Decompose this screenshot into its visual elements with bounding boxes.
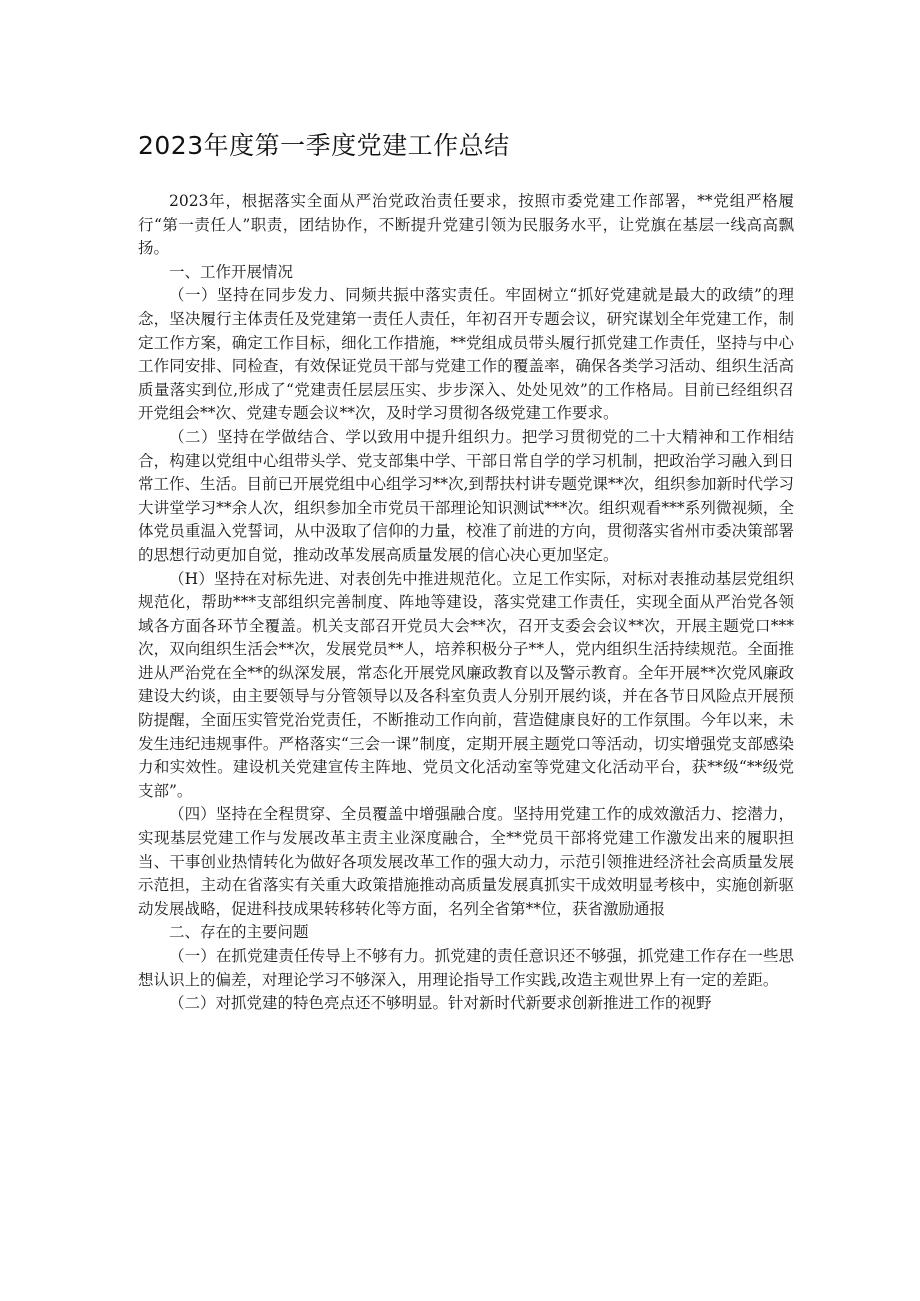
section-1-item-3: （H）坚持在对标先进、对表创先中推进规范化。立足工作实际，对标对表推动基层党组织规范化，帮助***支部组织完善制度、阵地等建设，落实党建工作责任，实现全面从严治党各领域各方面各环节全覆盖。机关支部召开党员大会**次，召开支委会会议**次，开展主题党口***次，双向组织生活会**次，发展党员**人，培养积极分子**人，党内组织生活持续规范。全面推进从严治党在全**的纵深发展，常态化开展党风廉政教育以及警示教育。全年开展**次党风廉政建设大约谈，由主要领导与分管领导以及各科室负责人分别开展约谈，并在各节日风险点开展预防提醒，全面压实管党治党责任，不断推动工作向前，营造健康良好的工作氛围。今年以来，未发生违纪违规事件。严格落实“三会一课”制度，定期开展主题党口等活动，切实增强党支部感染力和实效性。建设机关党建宣传主阵地、党员文化活动室等党建文化活动平台，获**级“**级党支部”。: [138, 569, 794, 800]
section-1-item-1: （一）坚持在同步发力、同频共振中落实责任。牢固树立“抓好党建就是最大的政绩”的理念，坚决履行主体责任及党建第一责任人责任，年初召开专题会议，研究谋划全年党建工作，制定工作方案，确定工作目标，细化工作措施，**党组成员带头履行抓党建工作责任，坚持与中心工作同安排、同检查，有效保证党员干部与党建工作的覆盖率，确保各类学习活动、组织生活高质量落实到位,形成了“党建责任层层压实、步步深入、处处见效”的工作格局。目前已经组织召开党组会**次、党建专题会议**次，及时学习贯彻各级党建工作要求。: [138, 286, 794, 423]
document-title: 2023年度第一季度党建工作总结: [138, 131, 510, 160]
section-1-heading: 一、工作开展情况: [169, 262, 294, 281]
document-page: [138, 126, 794, 1016]
section-1-item-4: （四）坚持在全程贯穿、全员覆盖中增强融合度。坚持用党建工作的成效激活力、挖潜力，实现基层党建工作与发展改革主责主业深度融合，全**党员干部将党建工作激发出来的履职担当、干事创业热情转化为做好各项发展改革工作的强大动力，示范引领推进经济社会高质量发展示范担，主动在省落实有关重大政策措施推动高质量发展真抓实干成效明显考核中，实施创新驱动发展战略，促进科技成果转移转化等方面，名列全省第**位，获省激励通报: [138, 805, 794, 918]
section-2-item-2: （二）对抓党建的特色亮点还不够明显。针对新时代新要求创新推进工作的视野: [169, 994, 712, 1013]
intro-paragraph: 2023年，根据落实全面从严治党政治责任要求，按照市委党建工作部署，**党组严格履行“第一责任人”职责，团结协作，不断提升党建引领为民服务水平，让党旗在基层一线高高飘扬。: [138, 192, 794, 258]
section-1-item-2: （二）坚持在学做结合、学以致用中提升组织力。把学习贯彻党的二十大精神和工作相结合，构建以党组中心组带头学、党支部集中学、干部日常自学的学习机制，把政治学习融入到日常工作、生活。目前已开展党组中心组学习**次,到帮扶村讲专题党课**次，组织参加新时代学习大讲堂学习**余人次，组织参加全市党员干部理论知识测试***次。组织观看***系列微视频，全体党员重温入党誓词，从中汲取了信仰的力量，校准了前进的方向，贯彻落实省州市委决策部署的思想行动更加自觉，推动改革发展高质量发展的信心决心更加坚定。: [138, 427, 794, 564]
section-2-heading: 二、存在的主要问题: [169, 923, 309, 942]
section-2-item-1: （一）在抓党建责任传导上不够有力。抓党建的责任意识还不够强，抓党建工作存在一些思想认识上的偏差，对理论学习不够深入，用理论指导工作实践,改造主观世界上有一定的差距。: [138, 947, 794, 989]
